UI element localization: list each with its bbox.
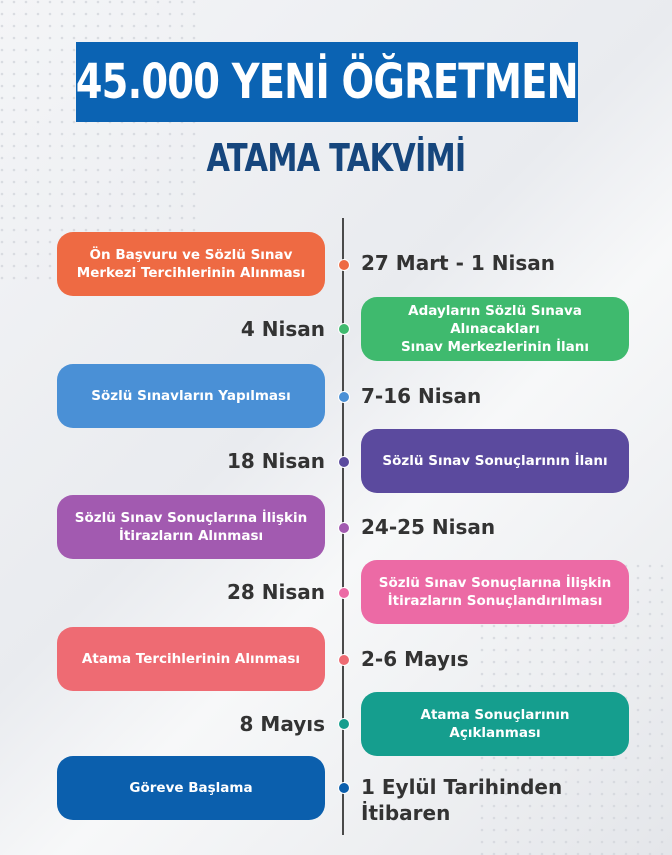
timeline-dot: [338, 259, 350, 271]
timeline-dot: [338, 323, 350, 335]
timeline-dot: [338, 654, 350, 666]
timeline-date: 4 Nisan: [240, 317, 325, 341]
timeline-event-box: Sözlü Sınav Sonuçlarının İlanı: [361, 429, 629, 493]
title-banner: [76, 42, 578, 122]
timeline-event-box: Atama Tercihlerinin Alınması: [57, 627, 325, 691]
timeline-date: 8 Mayıs: [239, 712, 325, 736]
timeline-date: 7-16 Nisan: [361, 384, 482, 408]
timeline-event-box: Göreve Başlama: [57, 756, 325, 820]
timeline-event-box: Sözlü Sınavların Yapılması: [57, 364, 325, 428]
timeline-event-box: Sözlü Sınav Sonuçlarına İlişkin İtirazların Sonuçlandırılması: [361, 560, 629, 624]
timeline-dot: [338, 456, 350, 468]
timeline-event-box: Sözlü Sınav Sonuçlarına İlişkin İtirazların Alınması: [57, 495, 325, 559]
page-subtitle: ATAMA TAKVİMİ: [206, 136, 466, 180]
timeline-dot: [338, 391, 350, 403]
timeline-date: 27 Mart - 1 Nisan: [361, 251, 555, 275]
timeline-dot: [338, 587, 350, 599]
timeline-dot: [338, 718, 350, 730]
timeline-date: 28 Nisan: [226, 580, 325, 604]
timeline-event-box: Adayların Sözlü Sınava Alınacakları Sınav Merkezlerinin İlanı: [361, 297, 629, 361]
page-title: 45.000 YENİ ÖĞRETMEN: [75, 54, 579, 110]
timeline-dot: [338, 522, 350, 534]
timeline-date: 2-6 Mayıs: [361, 647, 469, 671]
timeline-date: 24-25 Nisan: [361, 515, 496, 539]
timeline-event-box: Atama Sonuçlarının Açıklanması: [361, 692, 629, 756]
timeline-dot: [338, 782, 350, 794]
timeline-date: 1 Eylül Tarihinden İtibaren: [361, 775, 563, 825]
timeline-date: 18 Nisan: [226, 449, 325, 473]
timeline-event-box: Ön Başvuru ve Sözlü Sınav Merkezi Tercihlerinin Alınması: [57, 232, 325, 296]
